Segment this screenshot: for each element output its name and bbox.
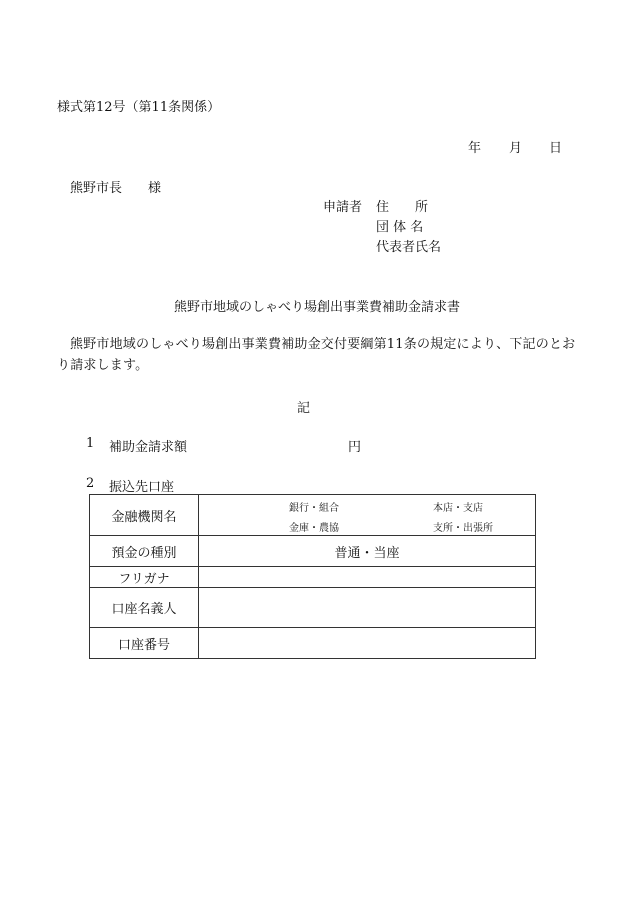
item-1-unit: 円	[348, 440, 362, 455]
account-holder-field[interactable]	[199, 588, 536, 628]
applicant-org-name: 団 体 名	[376, 220, 424, 235]
date-month: 月	[509, 141, 523, 156]
account-number-label: 口座番号	[90, 628, 199, 659]
item-1-number: 1	[86, 436, 95, 451]
table-row	[90, 495, 536, 536]
furigana-label: フリガナ	[90, 567, 199, 588]
table-row	[90, 567, 536, 588]
deposit-type-label: 預金の種別	[90, 536, 199, 567]
date-day: 日	[549, 141, 563, 156]
form-id: 様式第12号（第11条関係）	[57, 100, 221, 115]
date-year: 年	[468, 141, 482, 156]
account-number-field[interactable]	[199, 628, 536, 659]
item-1-label: 補助金請求額	[109, 440, 188, 455]
table-row	[90, 588, 536, 628]
institution-value[interactable]	[199, 495, 536, 536]
deposit-type-value[interactable]: 普通・当座	[199, 536, 536, 567]
applicant-address: 住 所	[376, 200, 429, 215]
head-branch-option: 本店・支店	[433, 503, 483, 514]
item-2-label: 振込先口座	[109, 480, 175, 495]
sub-branch-option: 支所・出張所	[433, 523, 493, 534]
bank-account-table	[89, 494, 536, 659]
addressee: 熊野市長 様	[70, 181, 162, 196]
bank-union-option: 銀行・組合	[289, 503, 339, 514]
ki-heading: 記	[297, 401, 311, 416]
vault-agri-option: 金庫・農協	[289, 523, 339, 534]
table-row	[90, 628, 536, 659]
furigana-field[interactable]	[199, 567, 536, 588]
table-row	[90, 536, 536, 567]
applicant-label: 申請者	[323, 200, 363, 215]
item-2-number: 2	[86, 476, 95, 491]
institution-label: 金融機関名	[90, 495, 199, 536]
applicant-representative: 代表者氏名	[376, 240, 442, 255]
body-paragraph: 熊野市地域のしゃべり場創出事業費補助金交付要綱第11条の規定により、下記のとおり請求します。	[57, 337, 576, 373]
account-holder-label: 口座名義人	[90, 588, 199, 628]
document-title: 熊野市地域のしゃべり場創出事業費補助金請求書	[174, 300, 461, 315]
